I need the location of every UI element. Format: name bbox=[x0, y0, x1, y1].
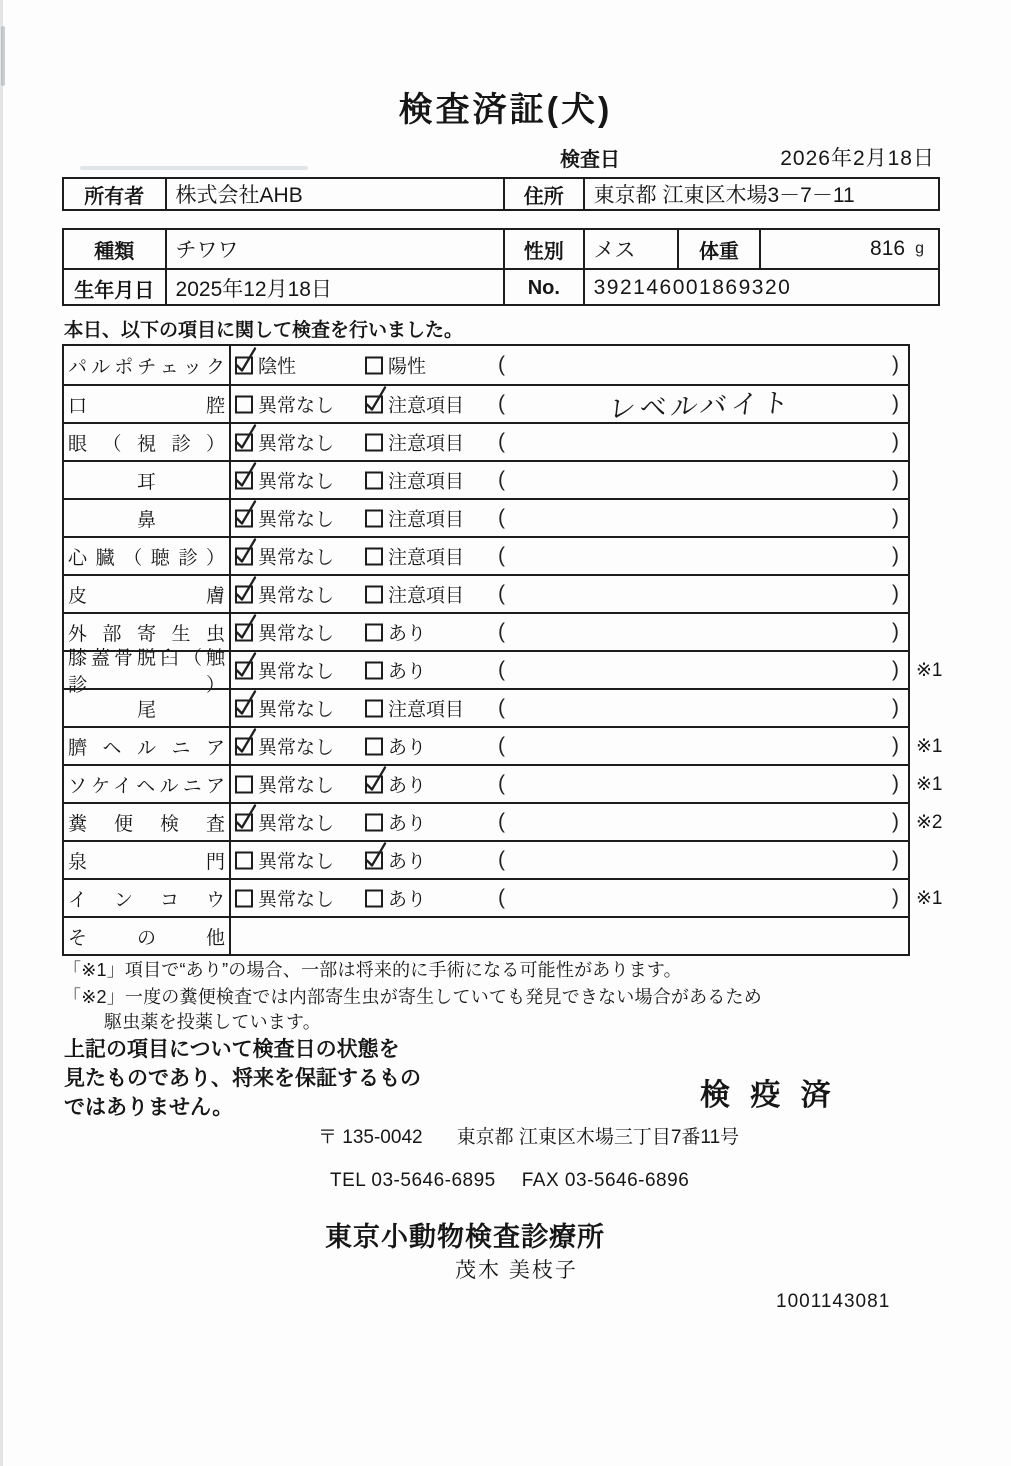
checkbox-checked bbox=[235, 661, 253, 679]
paren-close: ) bbox=[892, 886, 899, 909]
exam-row bbox=[64, 764, 943, 802]
paren-open: ( bbox=[498, 392, 505, 415]
clinic-tel: TEL 03-5646-6895 bbox=[330, 1170, 496, 1191]
exam-options-cell bbox=[231, 728, 908, 764]
option-first bbox=[235, 391, 334, 418]
checkbox-unchecked bbox=[365, 585, 383, 603]
exam-item-label: 眼（視診） bbox=[68, 433, 225, 455]
option-label: 注意項目 bbox=[388, 395, 465, 417]
exam-row bbox=[64, 916, 908, 954]
paren-open: ( bbox=[498, 353, 505, 376]
exam-item-label-cell bbox=[64, 880, 231, 916]
paren-open: ( bbox=[498, 810, 505, 833]
option-first bbox=[235, 352, 296, 379]
exam-options-cell bbox=[231, 576, 908, 612]
option-label: 注意項目 bbox=[388, 509, 465, 531]
exam-item-label: 臍ヘルニア bbox=[68, 737, 225, 759]
checkbox-unchecked bbox=[365, 623, 383, 641]
paren-open: ( bbox=[498, 506, 505, 529]
exam-item-label-cell bbox=[64, 538, 231, 574]
option-label: 異常なし bbox=[258, 433, 335, 455]
option-second bbox=[365, 695, 464, 722]
handwritten-note: レベルバイト bbox=[607, 387, 795, 425]
pet-info-row-1 bbox=[64, 230, 938, 268]
checkbox-unchecked bbox=[365, 433, 383, 451]
option-first bbox=[235, 771, 334, 798]
checkbox-unchecked bbox=[365, 813, 383, 831]
option-label: 異常なし bbox=[258, 851, 335, 873]
intro-text: 本日、以下の項目に関して検査を行いました。 bbox=[64, 320, 464, 341]
reference-mark: ※1 bbox=[916, 888, 943, 909]
option-second bbox=[365, 543, 464, 570]
option-first bbox=[235, 695, 334, 722]
scan-edge-shadow bbox=[0, 0, 3, 1466]
exam-row bbox=[64, 422, 908, 460]
paren-open: ( bbox=[498, 582, 505, 605]
exam-item-label-cell bbox=[64, 462, 231, 498]
exam-row bbox=[64, 840, 908, 878]
checkbox-checked bbox=[235, 813, 253, 831]
address-label: 住所 bbox=[505, 179, 585, 209]
exam-item-label: その他 bbox=[68, 927, 225, 949]
checkbox-unchecked bbox=[235, 889, 253, 907]
paren-open: ( bbox=[498, 658, 505, 681]
paren-close: ) bbox=[892, 620, 899, 643]
option-second bbox=[365, 352, 426, 379]
owner-table bbox=[62, 177, 940, 211]
exam-item-label-cell bbox=[64, 346, 231, 384]
option-first bbox=[235, 429, 334, 456]
checkbox-checked bbox=[365, 851, 383, 869]
checkbox-unchecked bbox=[235, 851, 253, 869]
exam-item-label: 糞便検査 bbox=[68, 813, 225, 835]
exam-item-label-cell bbox=[64, 576, 231, 612]
checkbox-checked bbox=[235, 737, 253, 755]
exam-row bbox=[64, 648, 943, 696]
option-label: 異常なし bbox=[258, 395, 335, 417]
option-second bbox=[365, 391, 464, 418]
option-first bbox=[235, 467, 334, 494]
paren-close: ) bbox=[892, 810, 899, 833]
exam-options-cell bbox=[231, 424, 908, 460]
clinic-address: 東京都 江東区木場三丁目7番11号 bbox=[456, 1127, 740, 1148]
exam-options-cell bbox=[231, 880, 908, 916]
exam-item-label: パルポチェック bbox=[68, 356, 225, 378]
option-first bbox=[235, 809, 334, 836]
paren-open: ( bbox=[498, 772, 505, 795]
option-label: 陰性 bbox=[258, 356, 297, 378]
paren-open: ( bbox=[498, 468, 505, 491]
inspection-date-value: 2026年2月18日 bbox=[780, 147, 935, 170]
exam-row bbox=[64, 346, 908, 384]
paren-close: ) bbox=[892, 658, 899, 681]
paren-close: ) bbox=[892, 696, 899, 719]
exam-options-cell bbox=[231, 346, 908, 384]
option-label: 異常なし bbox=[258, 585, 335, 607]
scan-artifact-line bbox=[80, 166, 308, 170]
paren-close: ) bbox=[892, 734, 899, 757]
paren-close: ) bbox=[892, 392, 899, 415]
exam-item-label-cell bbox=[64, 690, 231, 726]
checkbox-unchecked bbox=[365, 509, 383, 527]
checkbox-unchecked bbox=[365, 699, 383, 717]
option-label: 注意項目 bbox=[388, 547, 465, 569]
sex-label: 性別 bbox=[505, 230, 585, 268]
checkbox-unchecked bbox=[365, 737, 383, 755]
option-first bbox=[235, 733, 334, 760]
weight-unit: g bbox=[915, 240, 924, 257]
checkbox-unchecked bbox=[235, 395, 253, 413]
number-value: 392146001869320 bbox=[593, 276, 792, 299]
exam-item-label: 耳 bbox=[136, 471, 156, 493]
exam-item-label-cell bbox=[64, 424, 231, 460]
exam-item-label: 泉門 bbox=[68, 851, 225, 873]
exam-item-label-cell bbox=[64, 648, 231, 696]
checkbox-unchecked bbox=[235, 775, 253, 793]
option-first bbox=[235, 657, 334, 684]
option-second bbox=[365, 581, 464, 608]
address-value: 東京都 江東区木場3－7－11 bbox=[593, 184, 855, 207]
weight-label: 体重 bbox=[679, 230, 761, 268]
clinic-postal-code: 〒 135-0042 bbox=[318, 1127, 423, 1148]
quarantine-passed-stamp: 検 疫 済 bbox=[700, 1079, 837, 1112]
option-label: あり bbox=[388, 623, 427, 645]
serial-number: 1001143081 bbox=[776, 1291, 891, 1312]
paren-close: ) bbox=[892, 848, 899, 871]
exam-item-label: 尾 bbox=[136, 699, 156, 721]
exam-options-cell bbox=[231, 652, 908, 688]
footnote-1: 「※1」項目で“あり”の場合、一部は将来的に手術になる可能性があります。 bbox=[63, 960, 682, 980]
exam-item-label-cell bbox=[64, 386, 231, 422]
paren-close: ) bbox=[892, 506, 899, 529]
checkbox-checked bbox=[235, 547, 253, 565]
exam-options-cell bbox=[231, 766, 908, 802]
option-second bbox=[365, 733, 426, 760]
exam-item-label: 皮膚 bbox=[68, 585, 225, 607]
option-first bbox=[235, 619, 334, 646]
owner-label: 所有者 bbox=[64, 179, 167, 209]
disclaimer-line-1: 上記の項目について検査日の状態を bbox=[64, 1038, 400, 1061]
option-label: 異常なし bbox=[258, 661, 335, 683]
option-first bbox=[235, 581, 334, 608]
exam-item-label: ソケイヘルニア bbox=[68, 775, 225, 797]
inspection-date-label: 検査日 bbox=[560, 149, 620, 171]
exam-row bbox=[64, 384, 908, 425]
paren-close: ) bbox=[892, 353, 899, 376]
pet-info-row-2 bbox=[64, 268, 938, 306]
exam-options-cell bbox=[231, 804, 908, 840]
exam-item-label-cell bbox=[64, 766, 231, 802]
paren-open: ( bbox=[498, 544, 505, 567]
paren-open: ( bbox=[498, 696, 505, 719]
reference-mark: ※2 bbox=[916, 812, 943, 833]
paren-close: ) bbox=[892, 544, 899, 567]
exam-item-label: 外部寄生虫 bbox=[68, 623, 225, 645]
option-first bbox=[235, 505, 334, 532]
exam-item-label-cell bbox=[64, 842, 231, 878]
option-label: 注意項目 bbox=[388, 585, 465, 607]
option-label: あり bbox=[388, 889, 427, 911]
number-label: No. bbox=[505, 270, 585, 306]
exam-item-label-cell bbox=[64, 728, 231, 764]
exam-options-cell bbox=[231, 538, 908, 574]
owner-value: 株式会社AHB bbox=[167, 179, 505, 209]
document-title: 検査済証(犬) bbox=[398, 91, 613, 129]
exam-item-label-cell bbox=[64, 804, 231, 840]
option-label: 異常なし bbox=[258, 775, 335, 797]
paren-close: ) bbox=[892, 582, 899, 605]
clinic-name: 東京小動物検査診療所 bbox=[325, 1222, 605, 1252]
clinic-address-line bbox=[318, 1122, 739, 1149]
disclaimer-line-3: ではありません。 bbox=[64, 1096, 234, 1119]
option-label: 異常なし bbox=[258, 699, 335, 721]
option-second bbox=[365, 429, 464, 456]
exam-options-cell bbox=[231, 842, 908, 878]
weight-value-cell bbox=[761, 230, 938, 268]
reference-mark: ※1 bbox=[916, 660, 943, 681]
checkbox-unchecked bbox=[365, 547, 383, 565]
option-second bbox=[365, 467, 464, 494]
breed-label: 種類 bbox=[64, 230, 167, 268]
checkbox-checked bbox=[365, 775, 383, 793]
exam-row bbox=[64, 498, 908, 536]
footnote-2-line1: 「※2」一度の糞便検査では内部寄生虫が寄生していても発見できない場合があるため bbox=[63, 987, 762, 1007]
exam-options-cell bbox=[231, 462, 908, 498]
option-second bbox=[365, 847, 426, 874]
exam-row bbox=[64, 878, 943, 916]
exam-options-cell bbox=[231, 918, 908, 954]
checkbox-unchecked bbox=[365, 356, 383, 374]
breed-value: チワワ bbox=[167, 230, 505, 268]
clinic-fax: FAX 03-5646-6896 bbox=[521, 1170, 690, 1191]
reference-mark: ※1 bbox=[916, 736, 943, 757]
checkbox-checked bbox=[235, 433, 253, 451]
disclaimer-line-2: 見たものであり、将来を保証するもの bbox=[64, 1067, 421, 1090]
option-first bbox=[235, 543, 334, 570]
checkbox-checked bbox=[365, 395, 383, 413]
exam-row bbox=[64, 726, 943, 764]
option-label: 異常なし bbox=[258, 471, 335, 493]
option-label: 異常なし bbox=[258, 623, 335, 645]
paren-open: ( bbox=[498, 430, 505, 453]
option-label: 異常なし bbox=[258, 737, 335, 759]
paren-close: ) bbox=[892, 468, 899, 491]
paren-open: ( bbox=[498, 620, 505, 643]
exam-options-cell bbox=[231, 386, 908, 425]
checkbox-checked bbox=[235, 471, 253, 489]
exam-results-table bbox=[62, 344, 943, 956]
veterinarian-name: 茂木 美枝子 bbox=[455, 1259, 578, 1282]
footnote-2-line2: 駆虫薬を投薬しています。 bbox=[104, 1012, 321, 1032]
option-label: 陽性 bbox=[388, 356, 427, 378]
exam-item-label: 口腔 bbox=[68, 395, 225, 417]
checkbox-checked bbox=[235, 699, 253, 717]
checkbox-unchecked bbox=[365, 471, 383, 489]
option-first bbox=[235, 885, 334, 912]
option-label: 異常なし bbox=[258, 547, 335, 569]
checkbox-unchecked bbox=[365, 889, 383, 907]
exam-item-label: インコウ bbox=[68, 889, 225, 911]
option-label: あり bbox=[388, 661, 427, 683]
option-second bbox=[365, 771, 426, 798]
exam-row bbox=[64, 536, 908, 574]
sex-value: メス bbox=[585, 230, 680, 268]
checkbox-checked bbox=[235, 585, 253, 603]
checkbox-checked bbox=[235, 623, 253, 641]
exam-options-cell bbox=[231, 500, 908, 536]
option-second bbox=[365, 885, 426, 912]
exam-item-label-cell bbox=[64, 500, 231, 536]
paren-close: ) bbox=[892, 430, 899, 453]
option-label: 異常なし bbox=[258, 509, 335, 531]
option-second bbox=[365, 619, 426, 646]
birthdate-label: 生年月日 bbox=[64, 270, 167, 306]
exam-item-label: 膝蓋骨脱臼（触診） bbox=[68, 648, 225, 696]
exam-item-label-cell bbox=[64, 918, 231, 954]
option-label: 注意項目 bbox=[388, 433, 465, 455]
paren-open: ( bbox=[498, 886, 505, 909]
reference-mark: ※1 bbox=[916, 774, 943, 795]
option-first bbox=[235, 847, 334, 874]
option-label: 注意項目 bbox=[388, 699, 465, 721]
option-label: 異常なし bbox=[258, 813, 335, 835]
checkbox-unchecked bbox=[365, 661, 383, 679]
exam-row bbox=[64, 688, 908, 726]
checkbox-checked bbox=[235, 356, 253, 374]
checkbox-checked bbox=[235, 509, 253, 527]
exam-item-label: 鼻 bbox=[136, 509, 156, 531]
option-label: あり bbox=[388, 737, 427, 759]
exam-row bbox=[64, 460, 908, 498]
scan-edge-smudge bbox=[1, 26, 5, 86]
option-second bbox=[365, 505, 464, 532]
option-label: あり bbox=[388, 813, 427, 835]
paren-open: ( bbox=[498, 848, 505, 871]
birthdate-value: 2025年12月18日 bbox=[167, 270, 505, 306]
exam-row bbox=[64, 802, 943, 840]
exam-options-cell bbox=[231, 614, 908, 650]
exam-item-label: 心臓（聴診） bbox=[68, 547, 225, 569]
exam-row bbox=[64, 574, 908, 612]
paren-open: ( bbox=[498, 734, 505, 757]
weight-value: 816 bbox=[870, 237, 906, 260]
option-label: あり bbox=[388, 775, 427, 797]
option-label: 異常なし bbox=[258, 889, 335, 911]
option-label: あり bbox=[388, 851, 427, 873]
option-second bbox=[365, 657, 426, 684]
option-second bbox=[365, 809, 426, 836]
exam-options-cell bbox=[231, 690, 908, 726]
clinic-phone-line bbox=[330, 1170, 689, 1192]
disclaimer-statement bbox=[64, 1035, 421, 1122]
pet-info-table bbox=[62, 228, 940, 306]
paren-close: ) bbox=[892, 772, 899, 795]
option-label: 注意項目 bbox=[388, 471, 465, 493]
